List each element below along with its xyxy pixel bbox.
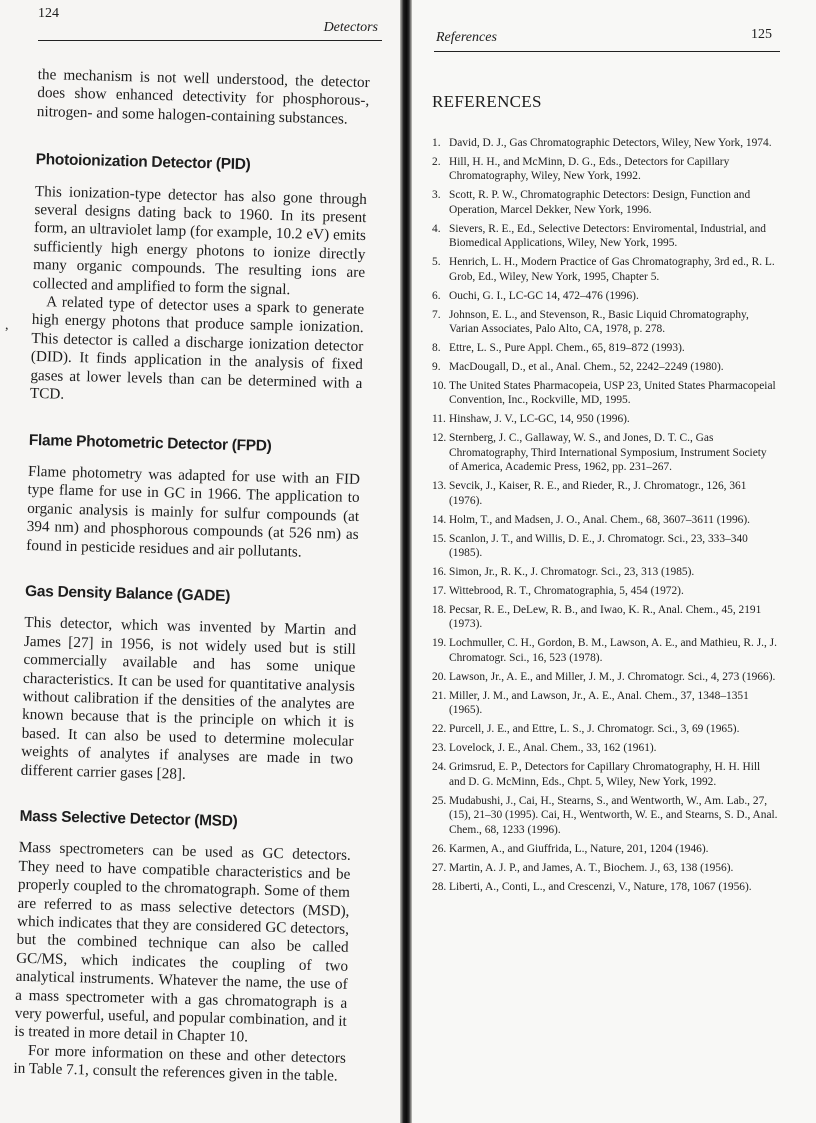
reference-item bbox=[432, 479, 778, 508]
running-head: References bbox=[436, 30, 497, 45]
reference-text: Liberti, A., Conti, L., and Crescenzi, V., Nature, 178, 1067 (1956). bbox=[449, 880, 752, 893]
reference-item bbox=[432, 360, 778, 374]
paragraph: This ionization-type detector has also gone through several designs dating back to 1960. In its present form, an ultraviolet lamp (for example, 10.2 eV) emits sufficiently high energy photons to ionize directly many organic compounds. The resulting ions are collected and amplified to form the signal. bbox=[32, 182, 368, 298]
reference-item bbox=[432, 861, 778, 875]
reference-text: Karmen, A., and Giuffrida, L., Nature, 201, 1204 (1946). bbox=[449, 842, 709, 855]
reference-number: 7. bbox=[432, 308, 441, 321]
reference-number: 8. bbox=[432, 342, 441, 355]
reference-number: 23. bbox=[432, 742, 447, 755]
reference-item bbox=[432, 584, 778, 598]
reference-number: 20. bbox=[432, 670, 447, 683]
reference-number: 4. bbox=[432, 222, 441, 235]
reference-text: Henrich, L. H., Modern Practice of Gas Chromatography, 3rd ed., R. L. Grob, Ed., Wiley, New York, 1995, Chapter 5. bbox=[449, 256, 775, 283]
margin-mark: , bbox=[5, 318, 9, 333]
reference-item bbox=[432, 431, 778, 474]
reference-text: Miller, J. M., and Lawson, Jr., A. E., Anal. Chem., 37, 1348–1351 (1965). bbox=[449, 689, 749, 717]
reference-item bbox=[432, 636, 778, 665]
reference-item bbox=[432, 155, 778, 184]
section-heading: Flame Photometric Detector (FPD) bbox=[28, 431, 272, 455]
reference-number: 28. bbox=[432, 880, 447, 893]
reference-item bbox=[432, 532, 778, 561]
reference-item bbox=[432, 308, 778, 337]
reference-item bbox=[432, 289, 778, 303]
reference-item bbox=[432, 741, 778, 755]
reference-number: 11. bbox=[432, 413, 446, 426]
reference-item bbox=[432, 670, 778, 684]
reference-item bbox=[432, 513, 778, 527]
reference-number: 13. bbox=[432, 480, 447, 493]
reference-number: 24. bbox=[432, 761, 447, 774]
reference-number: 14. bbox=[432, 513, 447, 526]
reference-text: Ettre, L. S., Pure Appl. Chem., 65, 819–872 (1993). bbox=[449, 342, 685, 355]
reference-item bbox=[432, 880, 778, 894]
references-section bbox=[432, 92, 778, 899]
reference-number: 25. bbox=[432, 794, 447, 807]
book-gutter bbox=[400, 0, 412, 1123]
reference-item bbox=[432, 379, 778, 408]
reference-text: Holm, T., and Madsen, J. O., Anal. Chem., 68, 3607–3611 (1996). bbox=[449, 513, 750, 526]
reference-text: Purcell, J. E., and Ettre, L. S., J. Chromatogr. Sci., 3, 69 (1965). bbox=[449, 723, 740, 736]
reference-text: Scott, R. P. W., Chromatographic Detectors: Design, Function and Operation, Marcel Dekker, New York, 1996. bbox=[449, 189, 751, 216]
section-heading: Mass Selective Detector (MSD) bbox=[19, 807, 238, 831]
reference-number: 16. bbox=[432, 566, 447, 579]
reference-item bbox=[432, 341, 778, 355]
reference-text: Mudabushi, J., Cai, H., Stearns, S., and Wentworth, W., Am. Lab., 27, (15), 21–30 (1995). Cai, H., Wentworth, W. E., and Stearns, S. D., Anal. Chem., 68, 1233 (1996). bbox=[449, 794, 778, 836]
reference-text: Lovelock, J. E., Anal. Chem., 33, 162 (1961). bbox=[449, 742, 657, 755]
reference-list bbox=[432, 136, 778, 894]
reference-text: The United States Pharmacopeia, USP 23, United States Pharmacopeial Convention, Inc., Rockville, MD, 1995. bbox=[449, 380, 776, 407]
reference-number: 6. bbox=[432, 289, 441, 302]
left-body-text bbox=[13, 66, 370, 1086]
header-rule bbox=[434, 51, 780, 52]
reference-number: 17. bbox=[432, 585, 447, 598]
reference-text: Johnson, E. L., and Stevenson, R., Basic Liquid Chromatography, Varian Associates, Palo Alto, CA, 1978, p. 278. bbox=[449, 308, 749, 336]
reference-item bbox=[432, 603, 778, 632]
paragraph: For more information on these and other detectors in Table 7.1, consult the references given in the table. bbox=[13, 1041, 347, 1085]
reference-text: Lawson, Jr., A. E., and Miller, J. M., J. Chromatogr. Sci., 4, 273 (1966). bbox=[449, 670, 776, 683]
paragraph: A related type of detector uses a spark to generate high energy photons that produce sample ionization. This detector is called a discharge ionization detector (DID). It finds application in the analysis of fixed gases at lower levels than can be determined with a TCD. bbox=[29, 293, 365, 403]
reference-number: 21. bbox=[432, 689, 447, 702]
paragraph: Flame photometry was adapted for use with an FID type flame for use in GC in 1966. The application to organic analysis is mainly for sulfur compounds (at 394 nm) and phosphorous compounds (at 526 nm) as found in pesticide residues and air pollutants. bbox=[26, 462, 361, 561]
reference-item bbox=[432, 689, 778, 718]
page-number: 124 bbox=[38, 6, 59, 21]
reference-number: 19. bbox=[432, 637, 447, 650]
references-heading: REFERENCES bbox=[432, 92, 542, 111]
reference-text: Sevcik, J., Kaiser, R. E., and Rieder, R., J. Chromatogr., 126, 361 (1976). bbox=[449, 480, 747, 507]
reference-text: Martin, A. J. P., and James, A. T., Biochem. J., 63, 138 (1956). bbox=[449, 861, 734, 874]
reference-text: Sternberg, J. C., Gallaway, W. S., and Jones, D. T. C., Gas Chromatography, Third International Symposium, Instrument Society of America, Academic Press, 1962, pp. 231–267. bbox=[449, 432, 767, 474]
reference-number: 15. bbox=[432, 532, 447, 545]
reference-number: 27. bbox=[432, 861, 447, 874]
reference-item bbox=[432, 842, 778, 856]
reference-number: 10. bbox=[432, 380, 447, 393]
section-heading: Photoionization Detector (PID) bbox=[35, 151, 251, 174]
reference-item bbox=[432, 794, 778, 837]
reference-number: 22. bbox=[432, 723, 447, 736]
reference-text: Sievers, R. E., Ed., Selective Detectors: Enviromental, Industrial, and Biomedical Applications, Wiley, New York, 1995. bbox=[449, 222, 766, 250]
reference-text: Lochmuller, C. H., Gordon, B. M., Lawson, A. E., and Mathieu, R. J., J. Chromatogr. Sci., 16, 523 (1978). bbox=[449, 637, 777, 664]
reference-text: Hinshaw, J. V., LC-GC, 14, 950 (1996). bbox=[449, 413, 630, 426]
section-heading: Gas Density Balance (GADE) bbox=[24, 582, 231, 605]
reference-text: David, D. J., Gas Chromatographic Detectors, Wiley, New York, 1974. bbox=[449, 137, 772, 149]
reference-number: 3. bbox=[432, 189, 441, 202]
reference-text: Pecsar, R. E., DeLew, R. B., and Iwao, K. R., Anal. Chem., 45, 2191 (1973). bbox=[449, 604, 762, 631]
running-head: Detectors bbox=[323, 20, 378, 35]
reference-item bbox=[432, 760, 778, 789]
paragraph: the mechanism is not well understood, the detector does show enhanced detectivity for phosphorous-, nitrogen- and some halogen-containing substances. bbox=[36, 66, 370, 128]
reference-item bbox=[432, 136, 778, 150]
reference-text: Grimsrud, E. P., Detectors for Capillary Chromatography, H. H. Hill and D. G. McMinn, Eds., Chpt. 5, Wiley, New York, 1992. bbox=[449, 761, 761, 788]
reference-item bbox=[432, 565, 778, 579]
reference-text: Ouchi, G. I., LC-GC 14, 472–476 (1996). bbox=[449, 289, 639, 302]
reference-text: Hill, H. H., and McMinn, D. G., Eds., Detectors for Capillary Chromatography, Wiley, New York, 1992. bbox=[449, 156, 730, 183]
reference-item bbox=[432, 722, 778, 736]
reference-text: Scanlon, J. T., and Willis, D. E., J. Chromatogr. Sci., 23, 333–340 (1985). bbox=[449, 532, 748, 560]
paragraph: Mass spectrometers can be used as GC detectors. They need to have compatible characteristics and be properly coupled to the chromatograph. Some of them are referred to as mass selective detectors (MSD), which indicates that they are considered GC detectors, but the combined technique can also be called GC/MS, which indicates the coupling of two analytical instruments. Whatever the name, the use of a mass spectrometer with a gas chromatograph is a very powerful, useful, and popular combination, and it is treated in more detail in Chapter 10. bbox=[14, 839, 352, 1046]
reference-number: 1. bbox=[432, 137, 441, 149]
reference-number: 2. bbox=[432, 156, 441, 168]
reference-number: 18. bbox=[432, 604, 447, 617]
reference-number: 9. bbox=[432, 361, 441, 374]
reference-text: Simon, Jr., R. K., J. Chromatogr. Sci., 23, 313 (1985). bbox=[449, 566, 695, 579]
header-rule bbox=[38, 40, 382, 41]
reference-number: 5. bbox=[432, 256, 441, 269]
reference-item bbox=[432, 222, 778, 251]
reference-number: 12. bbox=[432, 432, 447, 445]
paragraph: This detector, which was invented by Martin and James [27] in 1956, is not widely used but is still commercially available and has some unique characteristics. It can be used for quantitative analysis without calibration if the densities of the analytes are known because that is the principle on which it is based. It can also be used to determine molecular weights of analytes if analyses are made in two different carrier gases [28]. bbox=[20, 614, 357, 783]
reference-item bbox=[432, 188, 778, 217]
reference-item bbox=[432, 412, 778, 426]
reference-text: Wittebrood, R. T., Chromatographia, 5, 454 (1972). bbox=[449, 585, 684, 598]
reference-number: 26. bbox=[432, 842, 447, 855]
reference-text: MacDougall, D., et al., Anal. Chem., 52, 2242–2249 (1980). bbox=[449, 361, 724, 374]
page-number: 125 bbox=[751, 27, 772, 42]
reference-item bbox=[432, 255, 778, 284]
